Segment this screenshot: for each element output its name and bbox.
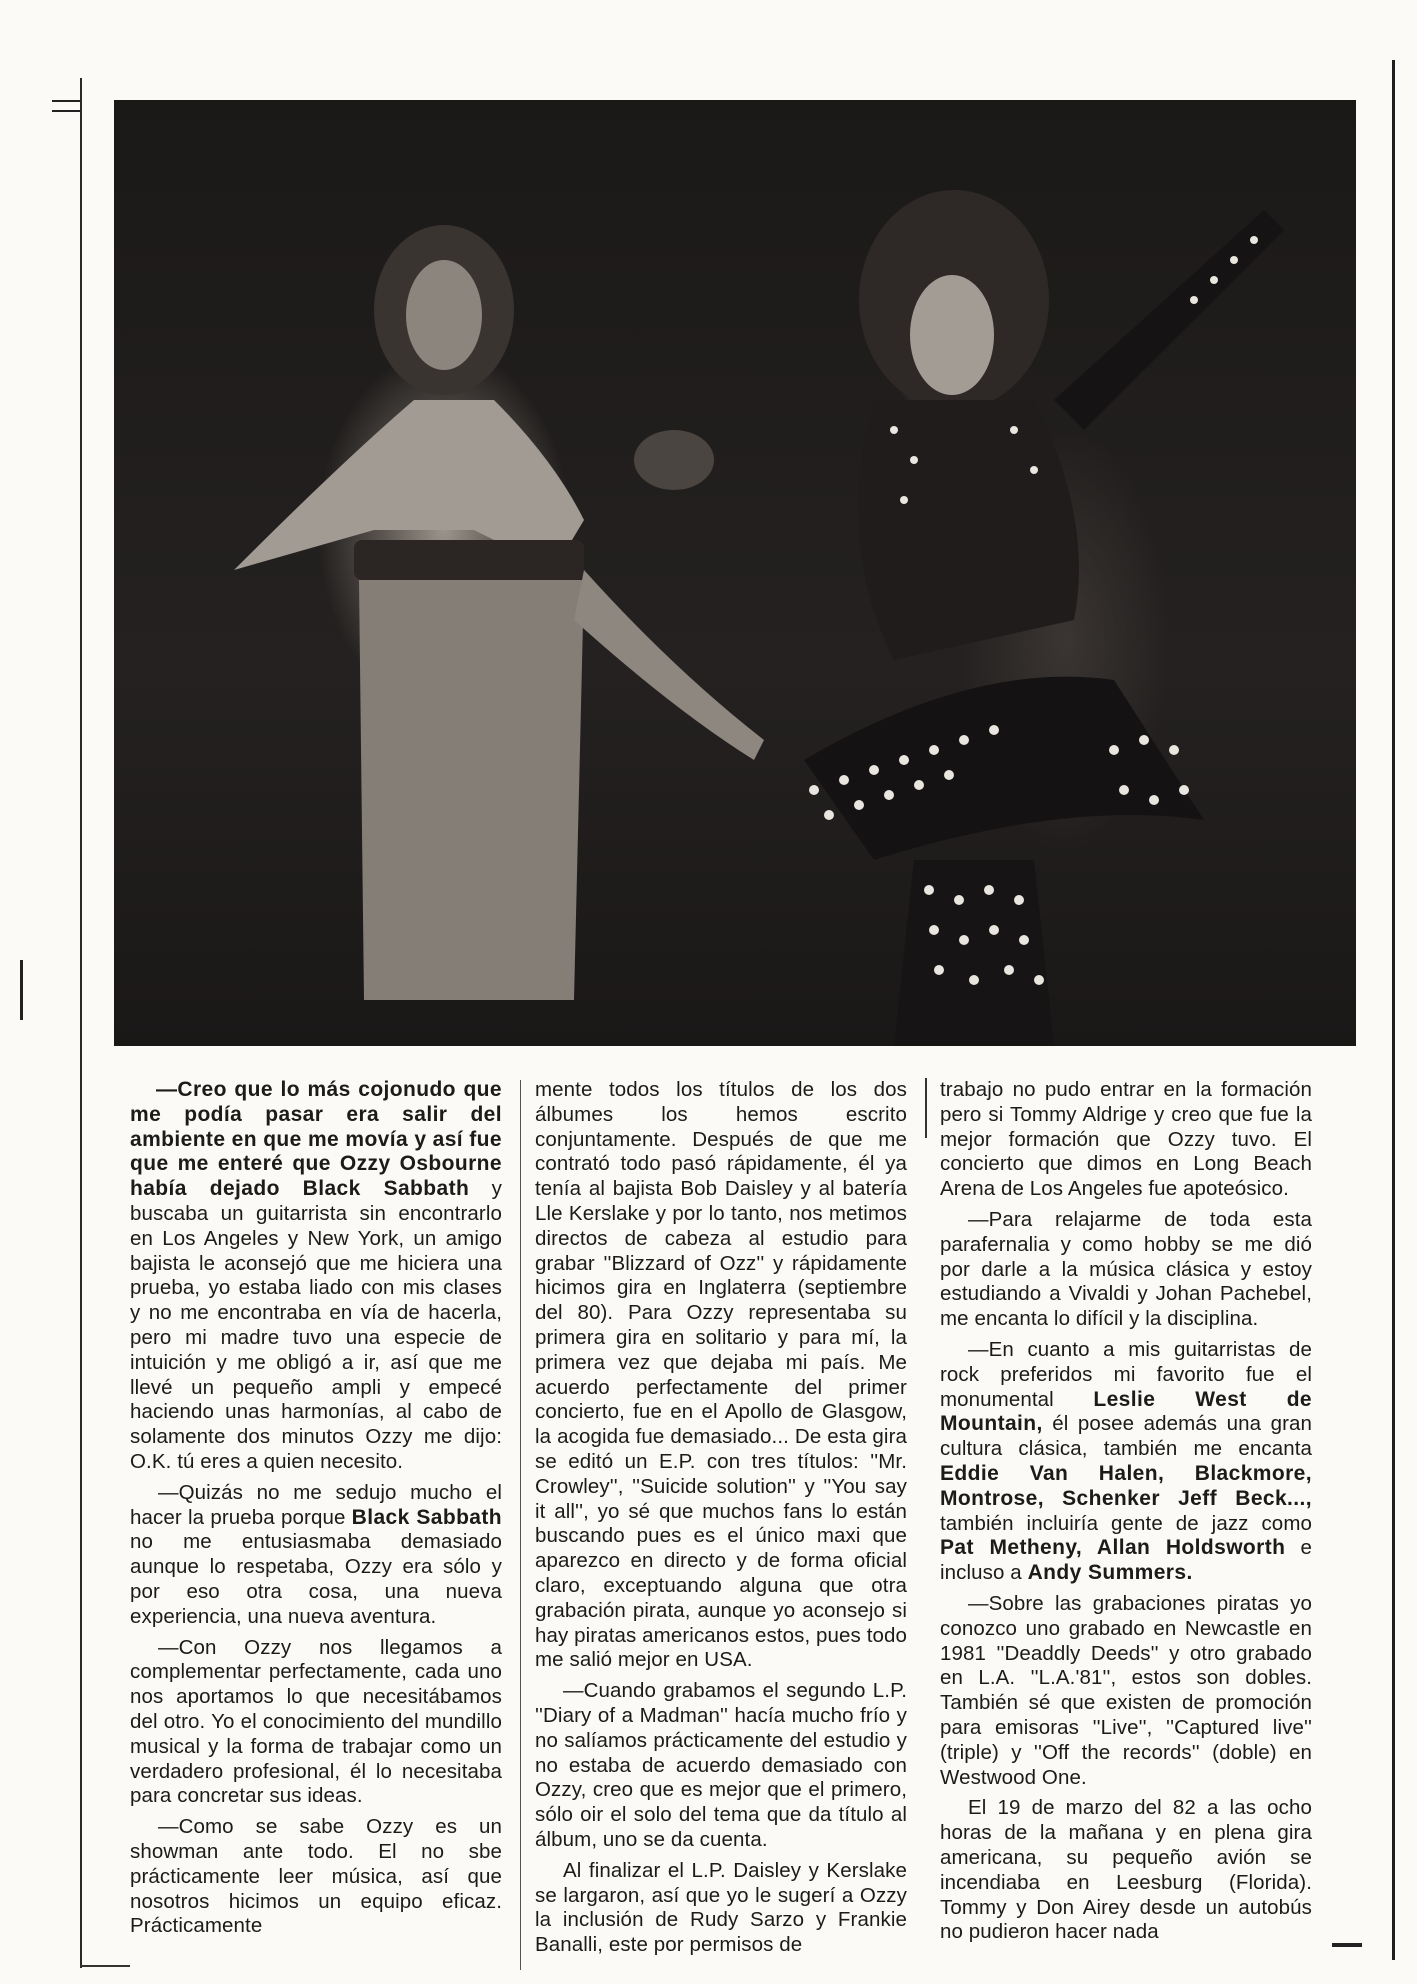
guitarist-names-bold: Eddie Van Halen, Blackmore, Montrose, Schenker Jeff Beck..., bbox=[940, 1461, 1312, 1510]
jazz-names-bold: Pat Metheny, Allan Holdsworth bbox=[940, 1536, 1286, 1560]
paragraph: —Cuando grabamos el segundo L.P. ''Diary of a Madman'' hacía mucho frío y no salíamos prácticamente del estudio y no estaba de acuerdo demasiado con Ozzy, creo que es mejor que el primero, sólo oir el solo del tema que da título al álbum, uno se da cuenta. bbox=[535, 1679, 907, 1851]
paragraph: —Como se sabe Ozzy es un showman ante todo. El no sbe prácticamente leer música, así que nosotros hicimos un equipo eficaz. Prácticamente bbox=[130, 1815, 502, 1938]
top-left-tick-2 bbox=[52, 110, 80, 112]
bottom-right-tick bbox=[1332, 1943, 1362, 1947]
paragraph: —Con Ozzy nos llegamos a complementar perfectamente, cada uno nos aportamos lo que necesitábamos del otro. Yo el conocimiento del mundillo musical y la forma de trabajar como un verdadero profesional, él lo necesitaba para concretar sus ideas. bbox=[130, 1635, 502, 1808]
guitarist-name-bold: Andy Summers. bbox=[1027, 1561, 1193, 1585]
top-left-tick bbox=[52, 100, 80, 102]
article-column-2 bbox=[535, 1078, 907, 1964]
column-divider-1 bbox=[520, 1080, 521, 1970]
paragraph-text: no me entusiasmaba demasiado aunque lo respetaba, Ozzy era sólo y por eso otra cosa, una nueva experiencia, una nueva aventura. bbox=[130, 1530, 502, 1628]
paragraph-text: él posee además una gran cultura clásica, también me encanta bbox=[940, 1412, 1312, 1461]
paragraph-text: también incluiría gente de jazz como bbox=[940, 1511, 1312, 1535]
article-column-1 bbox=[130, 1078, 502, 1945]
paragraph-text: —Quizás no me sedujo mucho el hacer la prueba porque bbox=[130, 1480, 502, 1529]
concert-photo bbox=[114, 100, 1356, 1046]
paragraph bbox=[130, 1481, 502, 1630]
paragraph-intro bbox=[130, 1078, 502, 1475]
side-mark bbox=[20, 960, 23, 1020]
article-column-3 bbox=[940, 1078, 1312, 1951]
left-margin-rule bbox=[80, 78, 82, 1968]
paragraph: Al finalizar el L.P. Daisley y Kerslake se largaron, así que yo le sugerí a Ozzy la inclusión de Rudy Sarzo y Frankie Banalli, este por permisos de bbox=[535, 1858, 907, 1957]
paragraph: —Sobre las grabaciones piratas yo conozco uno grabado en Newcastle en 1981 ''Deaddly Deeds'' y otro grabado en L.A. ''L.A.'81'', estos son dobles. También sé que existen de promoción para emisoras ''Live'', ''Captured live'' (triple) y ''Off the records'' (doble) en Westwood One. bbox=[940, 1591, 1312, 1789]
band-name-bold: Black Sabbath bbox=[351, 1505, 503, 1529]
guitarist-name-bold: Leslie West de Mountain, bbox=[940, 1387, 1312, 1436]
concert-photo-icon bbox=[114, 100, 1356, 1046]
paragraph bbox=[940, 1338, 1312, 1586]
paragraph: mente todos los títulos de los dos álbumes los hemos escrito conjuntamente. Después de que me contrató todo pasó rápidamente, él ya tenía al bajista Bob Daisley y al batería Lle Kerslake y por lo tanto, nos metimos directos de cabeza al estudio para grabar ''Blizzard of Ozz'' y rápidamente hicimos gira en Inglaterra (septiembre del 80). Para Ozzy representaba su primera gira en solitario y para mí, la primera vez que dejaba mi país. Me acuerdo perfectamente del primer concierto, fue en el Apollo de Glasgow, la acogida fue demasiado... De esta gira se editó un E.P. con tres títulos: ''Mr. Crowley'', ''Suicide solution'' y ''You say it all'', yo sé que muchos fans lo están buscando pues es el único maxi que aparezco en directo y de forma oficial claro, exceptuando alguna que otra grabación pirata, aunque yo aconsejo si hay piratas americanos estos, pues todo me salió mejor en USA. bbox=[535, 1078, 907, 1672]
bottom-left-bracket bbox=[80, 1965, 130, 1967]
paragraph-text: —En cuanto a mis guitarristas de rock preferidos mi favorito fue el monumental bbox=[940, 1337, 1312, 1411]
paragraph-text: e incluso a bbox=[940, 1536, 1313, 1585]
paragraph: El 19 de marzo del 82 a las ocho horas de la mañana y en plena gira americana, su pequeño avión se incendiaba en Leesburg (Florida). Tommy y Don Airey desde un autobús no pudieron hacer nada bbox=[940, 1796, 1312, 1944]
intro-bold-text: —Creo que lo más cojonudo que me podía pasar era salir del ambiente en que me movía y así fue que me enteré que Ozzy Osbourne había dejado Black Sabbath bbox=[130, 1078, 502, 1201]
paragraph: —Para relajarme de toda esta parafernalia y como hobby se me dió por darle a la música clásica y estoy estudiando a Vivaldi y Johan Pachebel, me encanta lo difícil y la disciplina. bbox=[940, 1207, 1312, 1331]
right-margin-rule bbox=[1392, 60, 1395, 1960]
paragraph: trabajo no pudo entrar en la formación pero si Tommy Aldrige y creo que fue la mejor formación que Ozzy tuvo. El concierto que dimos en Long Beach Arena de Los Angeles fue apoteósico. bbox=[940, 1078, 1312, 1201]
column-divider-2 bbox=[925, 1078, 927, 1138]
intro-text: y buscaba un guitarrista sin encontrarlo en Los Angeles y New York, un amigo bajista le aconsejó que me hiciera una prueba, yo estaba liado con mis clases y no me encontraba en vía de hacerla, pero mi madre tuvo una especie de intuición y me obligó a ir, así que me llevé un pequeño ampli y empecé haciendo unas harmonías, al cabo de solamente dos minutos Ozzy me dijo: O.K. tú eres a quien necesito. bbox=[130, 1177, 502, 1473]
